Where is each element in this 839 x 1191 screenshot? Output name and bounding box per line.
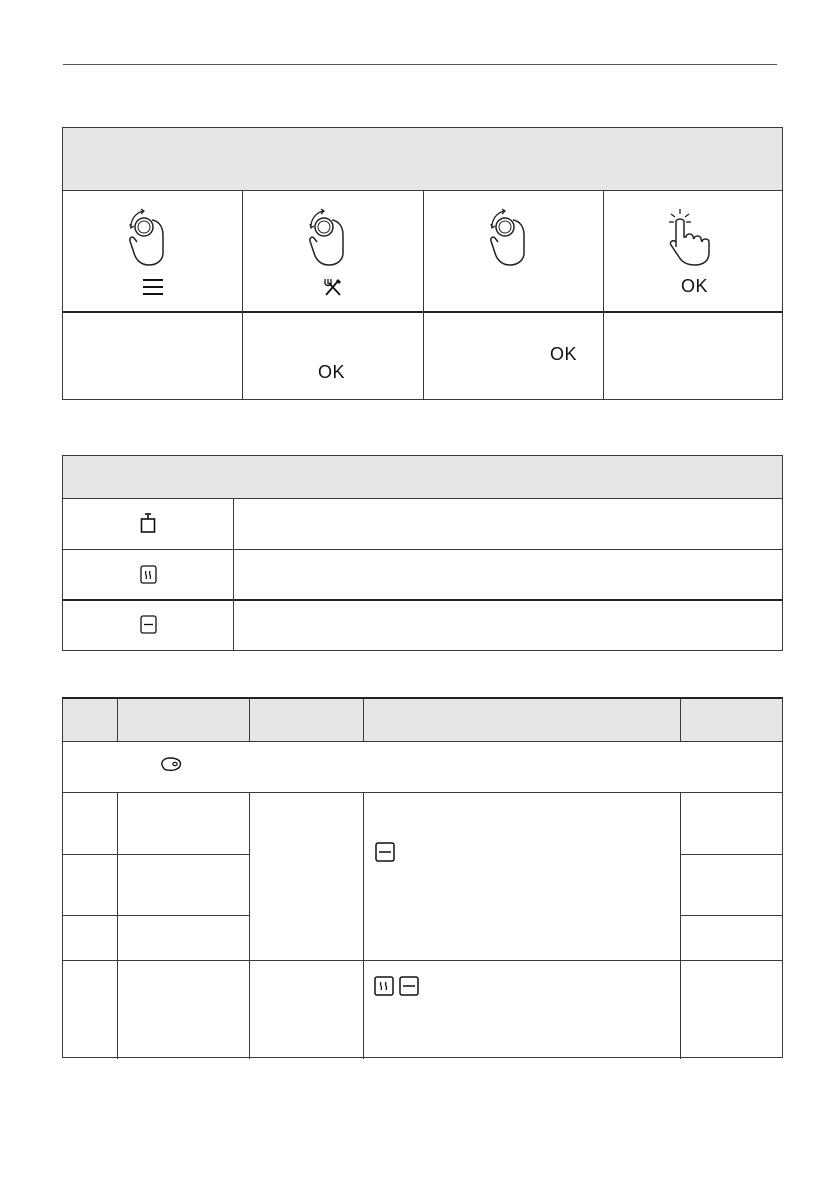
knob-turn-icon: [482, 205, 542, 267]
true-fan-cooking-icon: [140, 565, 157, 584]
step-1-cell: [63, 191, 242, 311]
cooking-row-4-function: [364, 961, 680, 1059]
function-table-header: [63, 456, 782, 498]
step-1-description: [63, 313, 242, 400]
step-2-description: [243, 313, 423, 400]
step-4-description: [604, 313, 782, 400]
finger-press-icon: [666, 207, 716, 267]
step-2-cell: [243, 191, 423, 311]
procedure-table-header: [63, 128, 782, 190]
true-fan-cooking-icon: [374, 976, 394, 996]
cooking-table: [62, 697, 783, 1058]
cooking-table-header: [63, 699, 782, 741]
function-table: [62, 455, 783, 651]
function-row-3: [63, 601, 233, 651]
step-4-cell: [604, 191, 782, 311]
ok-label: OK: [550, 344, 578, 364]
header-rule: [63, 64, 777, 65]
conventional-cooking-icon: [140, 615, 157, 634]
ok-label: OK: [681, 276, 709, 296]
cutlery-icon: [323, 278, 343, 296]
category-row: [63, 742, 782, 792]
conventional-cooking-icon: [375, 842, 395, 862]
step-3-description: [424, 313, 603, 400]
ok-label: OK: [318, 362, 346, 382]
conventional-cooking-icon: [399, 976, 419, 996]
step-3-cell: [424, 191, 603, 311]
function-row-2: [63, 550, 233, 599]
knob-turn-icon: [121, 205, 181, 267]
knob-turn-icon: [301, 205, 361, 267]
menu-icon: [143, 279, 163, 295]
function-row-1: [63, 499, 233, 549]
baking-tray-icon: [140, 513, 156, 533]
cooking-row-1-function: [364, 793, 680, 960]
procedure-table: [62, 127, 783, 400]
steak-icon: [160, 757, 182, 772]
